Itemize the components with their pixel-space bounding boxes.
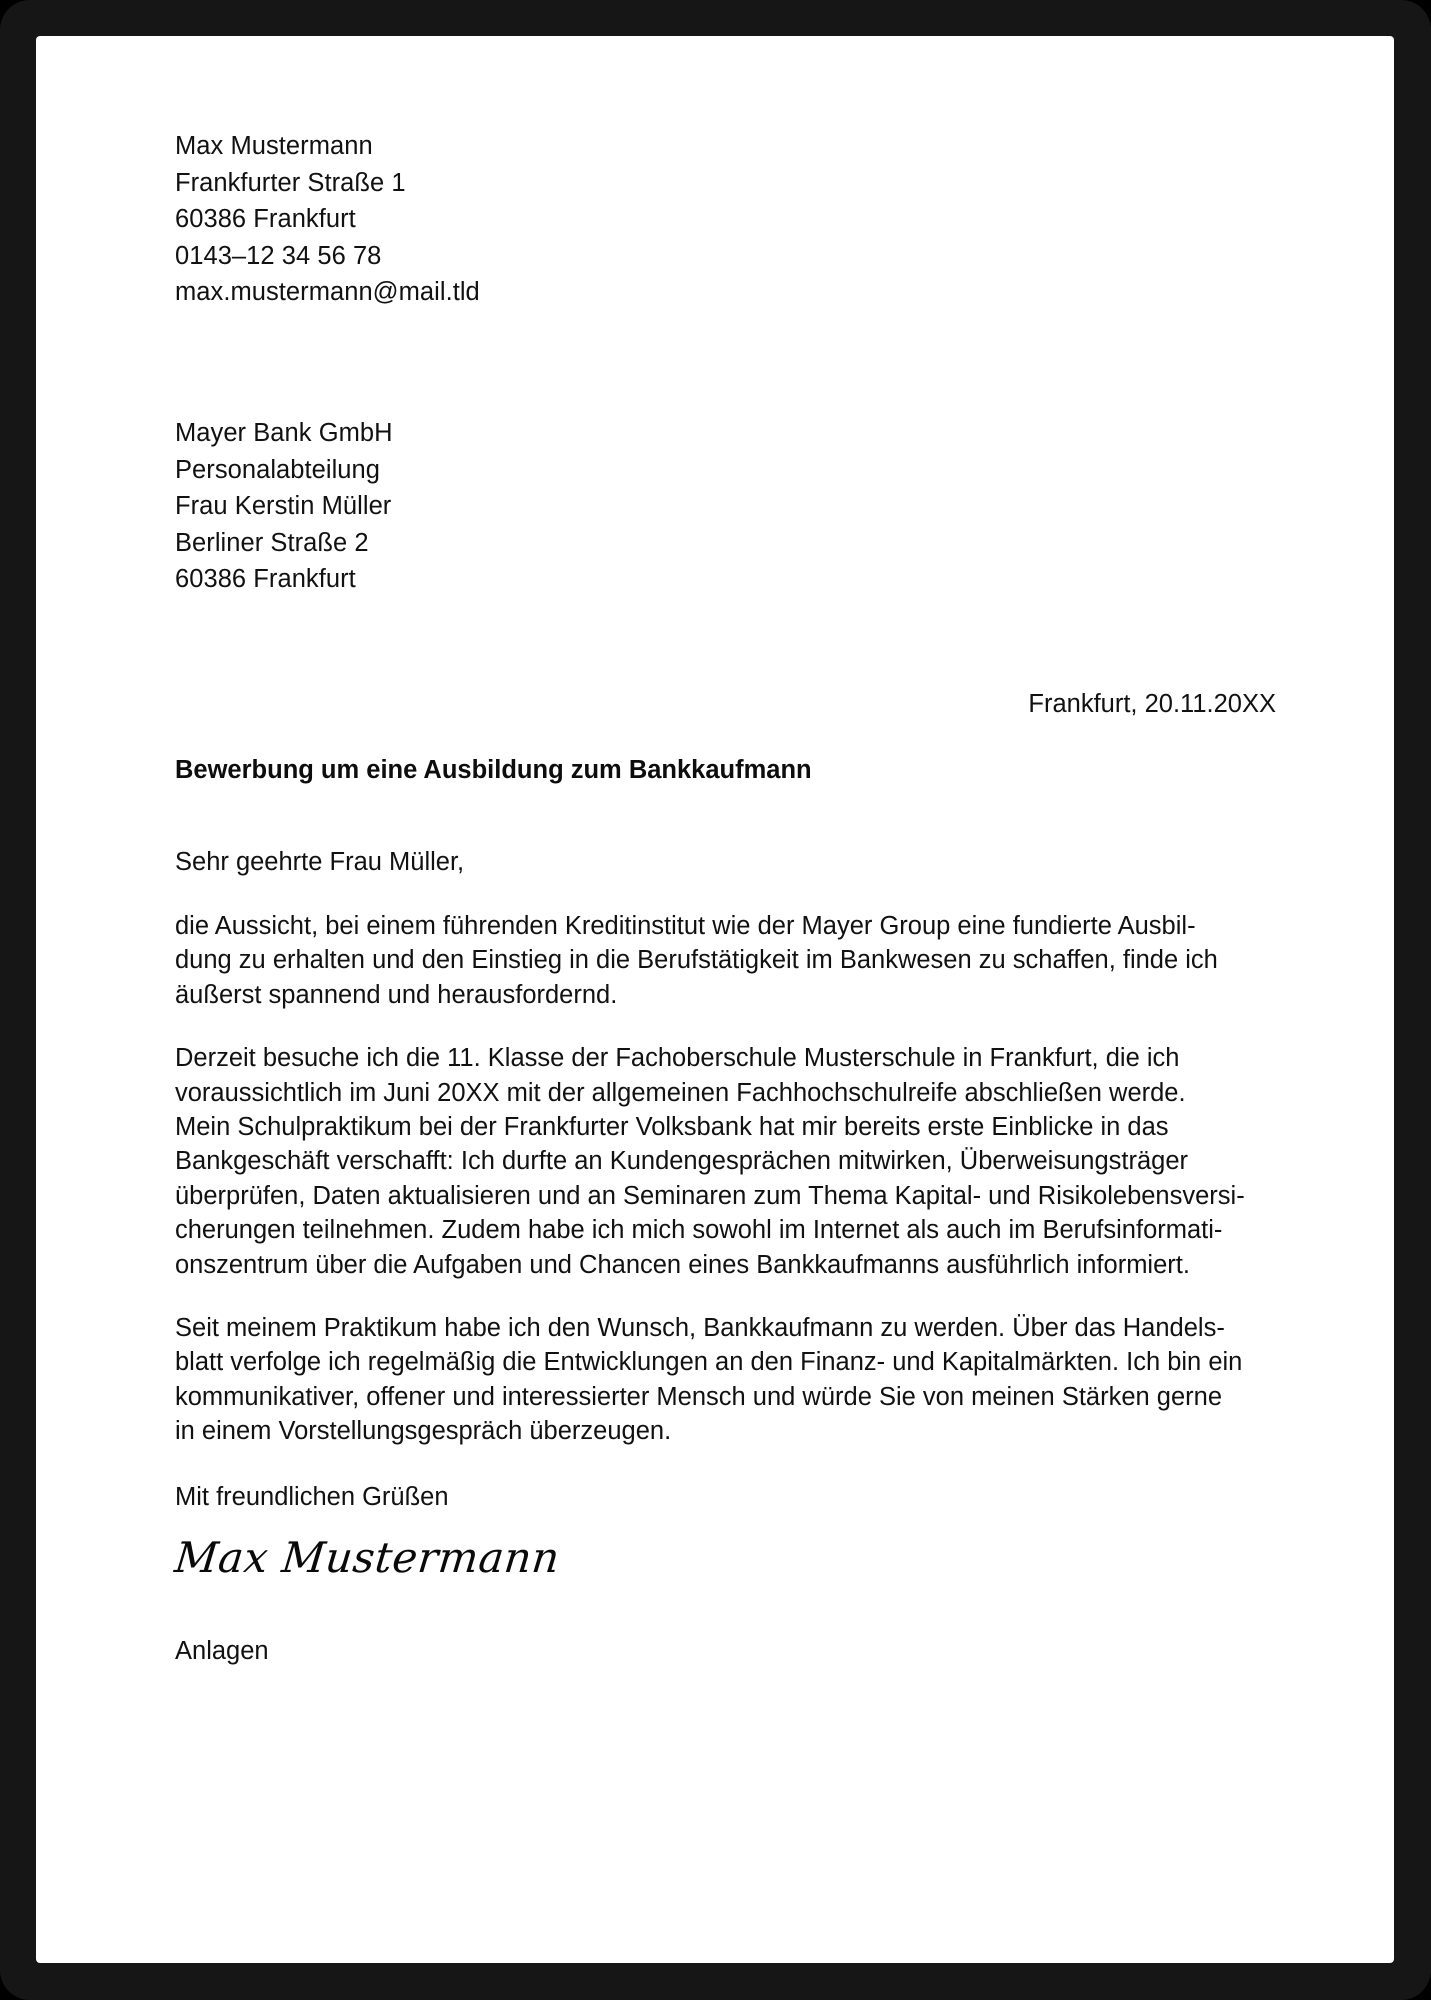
paragraph-line: blatt verfolge ich regelmäßig die Entwicklungen an den Finanz- und Kapitalmärkten. Ich bin ein: [175, 1348, 1243, 1377]
sender-street: Frankfurter Straße 1: [175, 168, 406, 197]
letter-page: [36, 36, 1394, 1963]
paragraph-line: dung zu erhalten und den Einstieg in die Berufstätigkeit im Bankwesen zu schaffen, finde ich: [175, 946, 1218, 975]
paragraph-line: Derzeit besuche ich die 11. Klasse der Fachoberschule Musterschule in Frankfurt, die ich: [175, 1044, 1180, 1073]
sender-city: 60386 Frankfurt: [175, 205, 356, 234]
letter-content: [172, 98, 1280, 1669]
recipient-street: Berliner Straße 2: [175, 528, 369, 557]
paragraph-background: [175, 1041, 1265, 1282]
paragraph-line: kommunikativer, offener und interessierter Mensch und würde Sie von meinen Stärken gerne: [175, 1382, 1223, 1411]
paragraph-line: äußerst spannend und herausfordernd.: [175, 980, 618, 1009]
recipient-department: Personalabteilung: [175, 455, 380, 484]
paragraph-line: cherungen teilnehmen. Zudem habe ich mich sowohl im Internet als auch im Berufsinformati-: [175, 1216, 1223, 1245]
subject-line: Bewerbung um eine Ausbildung zum Bankkaufmann: [175, 755, 812, 784]
paragraph-intro: [175, 909, 1265, 1012]
paragraph-line: überprüfen, Daten aktualisieren und an Seminaren zum Thema Kapital- und Risikolebensversi-: [175, 1181, 1245, 1210]
paragraph-line: in einem Vorstellungsgespräch überzeugen.: [175, 1417, 672, 1446]
closing-line: Mit freundlichen Grüßen: [175, 1482, 449, 1511]
date-line: Frankfurt, 20.11.20XX: [1028, 689, 1276, 718]
attachments-label: Anlagen: [175, 1636, 269, 1665]
recipient-company: Mayer Bank GmbH: [175, 418, 393, 447]
sender-phone: 0143–12 34 56 78: [175, 241, 382, 270]
paragraph-line: Seit meinem Praktikum habe ich den Wunsch, Bankkaufmann zu werden. Über das Handels-: [175, 1314, 1225, 1342]
paragraph-line: die Aussicht, bei einem führenden Kreditinstitut wie der Mayer Group eine fundierte Ausbil-: [175, 911, 1196, 940]
paragraph-line: Mein Schulpraktikum bei der Frankfurter Volksbank hat mir bereits erste Einblicke in das: [175, 1112, 1169, 1141]
sender-name: Max Mustermann: [175, 132, 373, 160]
recipient-contact: Frau Kerstin Müller: [175, 492, 392, 521]
sender-email: max.mustermann@mail.tld: [175, 278, 480, 307]
paragraph-line: voraussichtlich im Juni 20XX mit der allgemeinen Fachhochschulreife abschließen werde.: [175, 1078, 1186, 1107]
paragraph-line: Bankgeschäft verschafft: Ich durfte an Kundengesprächen mitwirken, Überweisungsträger: [175, 1147, 1189, 1176]
salutation: Sehr geehrte Frau Müller,: [175, 847, 465, 876]
paragraph-line: onszentrum über die Aufgaben und Chancen eines Bankkaufmanns ausführlich informiert.: [175, 1250, 1190, 1279]
recipient-address-block: [175, 415, 1280, 598]
signature: Max Mustermann: [172, 1532, 563, 1582]
recipient-city: 60386 Frankfurt: [175, 565, 356, 594]
paragraph-motivation: [175, 1311, 1265, 1449]
sender-address-block: [175, 128, 1280, 311]
